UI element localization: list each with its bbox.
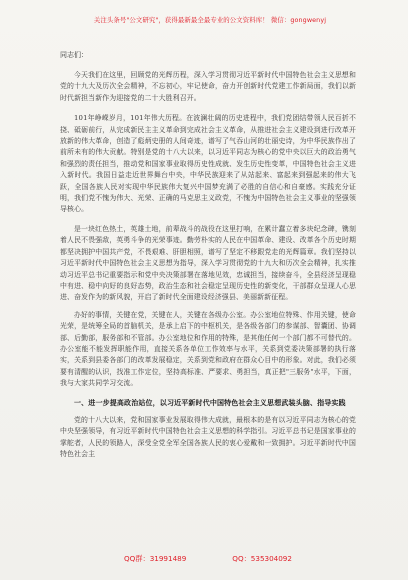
contact-footer — [60, 554, 356, 564]
paragraph-closing: 党的十八大以来，党和国家事业发展取得伟大成就，最根本的是有以习近平同志为核心的党中央坚强领导，有习近平新时代中国特色社会主义思想的科学指引。习近平总书记是国家事业的掌舵者，人民的领路人，深受全党全军全国各族人民的衷心爱戴和一致拥护。习近平新时代中国特色社会主 — [60, 415, 356, 459]
section-heading: 一、进一步提高政治站位，以习近平新时代中国特色社会主义思想武装头脑、指导实践 — [74, 398, 346, 407]
qq-number: QQ：535304092 — [232, 554, 292, 563]
document-body — [60, 70, 356, 467]
paragraph-intro: 今天我们在这里，回顾党的光辉历程，深入学习贯彻习近平新时代中国特色社会主义思想和党的十九大及历次全会精神，不忘初心，牢记使命，奋力开创新时代党建工作新局面，我们以新时代新担当新作为迎接党的二十大胜利召开。 — [60, 71, 356, 102]
qq-group-number: QQ群：31991489 — [124, 554, 187, 563]
paragraph-history: 101年峥嵘岁月，101年伟大历程。在波澜壮阔的历史进程中，我们党团结带领人民百折不挠、砥砺前行，从完成新民主主义革命到完成社会主义革命，从推进社会主义建设到进行改革开放新的伟大革命，创造了彪炳史册的人间奇迹，谱写了气吞山河的壮丽史诗，为中华民族作出了前所未有的伟大贡献。特别是党的十八大以来，以习近平同志为核心的党中央以巨大的政治勇气和强烈的责任担当，推动党和国家事业取得历史性成就、发生历史性变革，中国特色社会主义进入新时代。我国日益走近世界舞台中央，中华民族迎来了从站起来、富起来到强起来的伟大飞跃，全国各族人民对实现中华民族伟大复兴中国梦充满了必胜的自信心和自豪感。实践充分证明，我们党不愧为伟大、光荣、正确的马克思主义政党，不愧为中国特色社会主义事业的坚强领导核心。 — [60, 114, 356, 214]
paragraph-local: 是一块红色热土，英雄土地，前辈战斗的战役在这里打响，在累计蠢立着多块纪念碑，镌刻着人民不畏强敌，英勇斗争的光荣事迹。勤劳朴实的人民在中国革命、建设、改革各个历史时期都坚决拥护中国共产党，不畏艰难、肝胆相照，谱写了坚定不移跟党走的光辉篇章。我们坚持以习近平新时代中国特色社会主义思想为指导，深入学习贯彻党的十九大和历次全会精神，扎实推动习近平总书记重要指示和党中央决策部署在落地见效，忠诚担当，接续奋斗，全县经济呈现稳中有进、稳中向好的良好态势，政治生态和社会稳定呈现历史性的新变化，干部群众呈现人心思进、奋发作为的新风貌，开启了新时代全面建设经济强县、美丽新新征程。 — [60, 224, 356, 302]
greeting: 同志们： — [60, 51, 88, 59]
banner-line: 关注头条号"公文研究"，获得最新最全最专业的公文资料库！ 微信：gongwenyj — [93, 16, 327, 24]
promo-banner — [70, 16, 350, 25]
paragraph-office: 办好的事情，关键在党，关键在人，关键在各级办公室。办公室地位特殊、作用关键，使命光荣，是统筹全局的首脑机关，是承上启下的中枢机关，是各级各部门的参谋部、智囊团、协调部、后勤部，服务部和不管部。办公室地位和作用的特殊，是其他任何一个部门都不可替代的。办公室能不能发挥职能作用，直接关系各单位工作效率与水平，关系到党委决策部署的执行落实，关系到县委各部门的改革发展稳定，关系到党和政府在群众心目中的形象。对此，我们必须要有清醒的认识，找准工作定位，坚持高标准、严要求、勇担当，真正把"三服务"水平，下面，我与大家共同学习交流。 — [60, 310, 356, 388]
